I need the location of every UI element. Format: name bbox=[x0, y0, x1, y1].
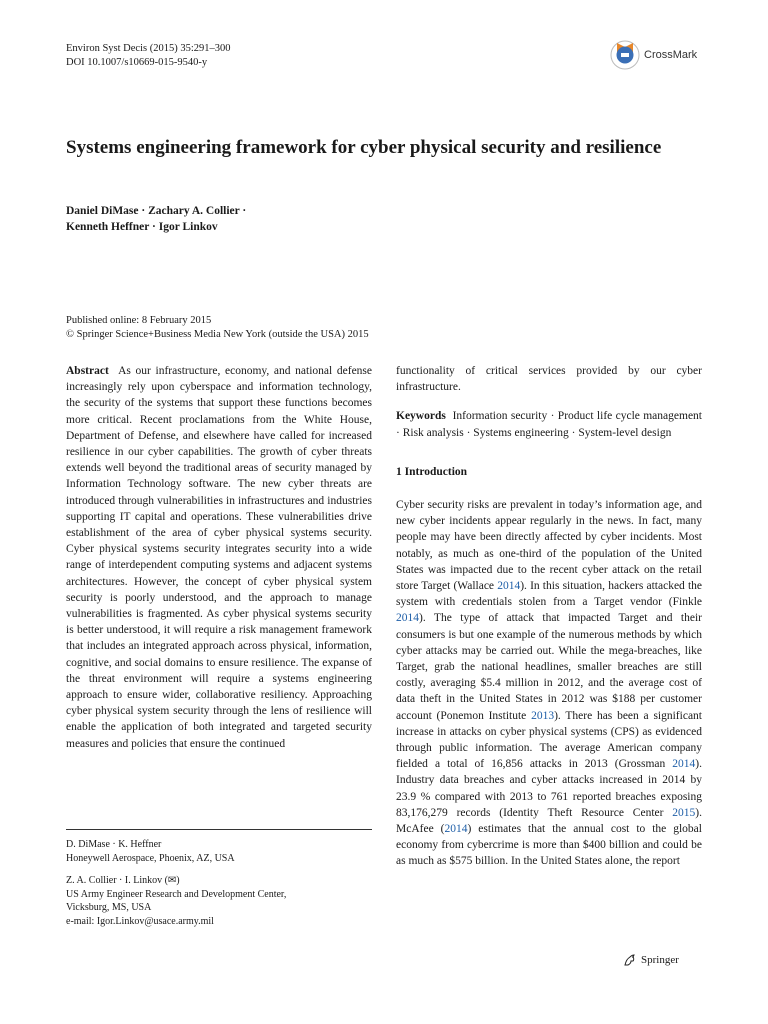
doi-line: DOI 10.1007/s10669-015-9540-y bbox=[66, 57, 208, 68]
affiliation-org-2a: US Army Engineer Research and Development Center, bbox=[66, 888, 287, 900]
crossmark-badge[interactable] bbox=[610, 38, 697, 72]
affiliation-org-1: Honeywell Aerospace, Phoenix, AZ, USA bbox=[66, 852, 235, 864]
corresponding-email[interactable]: e-mail: Igor.Linkov@usace.army.mil bbox=[66, 915, 214, 927]
abstract-text: As our infrastructure, economy, and national defense increasingly rely upon cyberspace and information technology, the security of the systems that support these functions becomes more critical. Recent proclamations from the White House, Department of Defense, and elsewhere have called for increased resilience in our cyber capabilities. The growth of cyber threats extends well beyond the traditional areas of security managed by Information Technology software. The new cyber threats are introduced through vulnerabilities in infrastructures and industries supporting IT capital and operations. These vulnerabilities drive establishment of the area of cyber physical systems security. Cyber physical systems security integrates security into a wide range of interdependent computing systems and adjacent systems architectures. However, the concept of cyber physical system security is poorly understood, and the approach to manage vulnerabilities is fragmented. As cyber physical systems security is better understood, it will require a risk management framework that includes an integrated approach across physical, information, cognitive, and social domains to ensure resilience. The expanse of the threat environment will require a systems engineering approach to ensure wider, collaborative resiliency. Approaching cyber physical system security through the lens of resilience will enable the application of both integrated and targeted security measures and policies that ensure the continued bbox=[66, 365, 372, 750]
keywords-label: Keywords bbox=[396, 410, 446, 423]
right-column bbox=[396, 363, 702, 870]
abstract-column bbox=[66, 363, 372, 752]
springer-horse-icon bbox=[622, 952, 638, 968]
intro-text: ). There has been a significant increase in attacks on cyber physical systems (CPS) as evidenced through public information. The average American company fielded a total of 16,856 attacks in 2013 (Grossman bbox=[396, 709, 702, 771]
intro-text: ). The type of attack that impacted Target and their consumers is but one example of the numerous methods by which cyber attacks may be carried out. While the mega-breaches, like Target, grab the national headlines, smaller breaches are still costly, averaging $5.4 million in 2012, and the average cost of data theft in the United States in 2012 was $188 per customer account (Ponemon Institute bbox=[396, 612, 702, 722]
copyright-line: © Springer Science+Business Media New York (outside the USA) 2015 bbox=[66, 329, 369, 340]
publisher-name: Springer bbox=[641, 954, 679, 966]
abstract-continuation: functionality of critical services provided by our cyber infrastructure. bbox=[396, 365, 702, 394]
citation-link[interactable]: 2013 bbox=[531, 709, 555, 722]
keywords bbox=[396, 408, 702, 440]
intro-text: ). In this situation, hackers attacked the system with credentials stolen from a Target vendor (Finkle bbox=[396, 580, 703, 609]
affiliation-names-1: D. DiMase · K. Heffner bbox=[66, 839, 162, 850]
crossmark-icon bbox=[610, 38, 640, 72]
citation-link[interactable]: 2014 bbox=[444, 823, 468, 836]
abstract bbox=[66, 363, 372, 752]
publisher-logo bbox=[622, 952, 679, 968]
section-heading-introduction: 1 Introduction bbox=[396, 465, 468, 478]
citation-link[interactable]: 2014 bbox=[672, 758, 696, 771]
publication-info bbox=[66, 314, 369, 342]
footnote-rule bbox=[66, 829, 372, 830]
intro-text: Cyber security risks are prevalent in today’s information age, and new cyber incidents appear regularly in the news. In fact, many people may have been directly affected by cyber incidents. Most notably, as much as one-third of the population of the United States was impacted due to the recent cyber attack on the retail store Target (Wallace bbox=[396, 499, 702, 593]
citation-link[interactable]: 2015 bbox=[672, 806, 696, 819]
affiliation-names-2: Z. A. Collier · I. Linkov (✉) bbox=[66, 875, 180, 886]
journal-citation: Environ Syst Decis (2015) 35:291–300 bbox=[66, 43, 231, 54]
keywords-text: Information security · Product life cycle management · Risk analysis · Systems engineering · System-level design bbox=[396, 410, 702, 439]
crossmark-label: CrossMark bbox=[644, 49, 698, 61]
affiliations bbox=[66, 838, 372, 928]
intro-text: ). McAfee ( bbox=[396, 806, 702, 836]
author-line-2: Kenneth Heffner · Igor Linkov bbox=[66, 221, 218, 233]
citation-link[interactable]: 2014 bbox=[396, 612, 419, 625]
author-list bbox=[66, 203, 246, 235]
introduction-paragraph bbox=[396, 497, 702, 870]
author-line-1: Daniel DiMase · Zachary A. Collier · bbox=[66, 205, 247, 217]
citation-link[interactable]: 2014 bbox=[497, 580, 521, 593]
intro-text: ). Industry data breaches and cyber attacks increased in 2014 by 23.9 % compared with 2013 to 761 reported breaches exposing 83,176,279 records (Identity Theft Resource Center bbox=[396, 758, 702, 819]
published-online: Published online: 8 February 2015 bbox=[66, 315, 212, 326]
affiliation-org-2b: Vicksburg, MS, USA bbox=[66, 902, 152, 913]
intro-text: ) estimates that the annual cost to the global economy from cybercrime is more than $400 billion and could be as much as $575 billion. In the United States alone, the report bbox=[396, 823, 702, 868]
article-title: Systems engineering framework for cyber physical security and resilience bbox=[66, 137, 662, 158]
journal-header bbox=[66, 42, 231, 70]
abstract-label: Abstract bbox=[66, 365, 109, 377]
